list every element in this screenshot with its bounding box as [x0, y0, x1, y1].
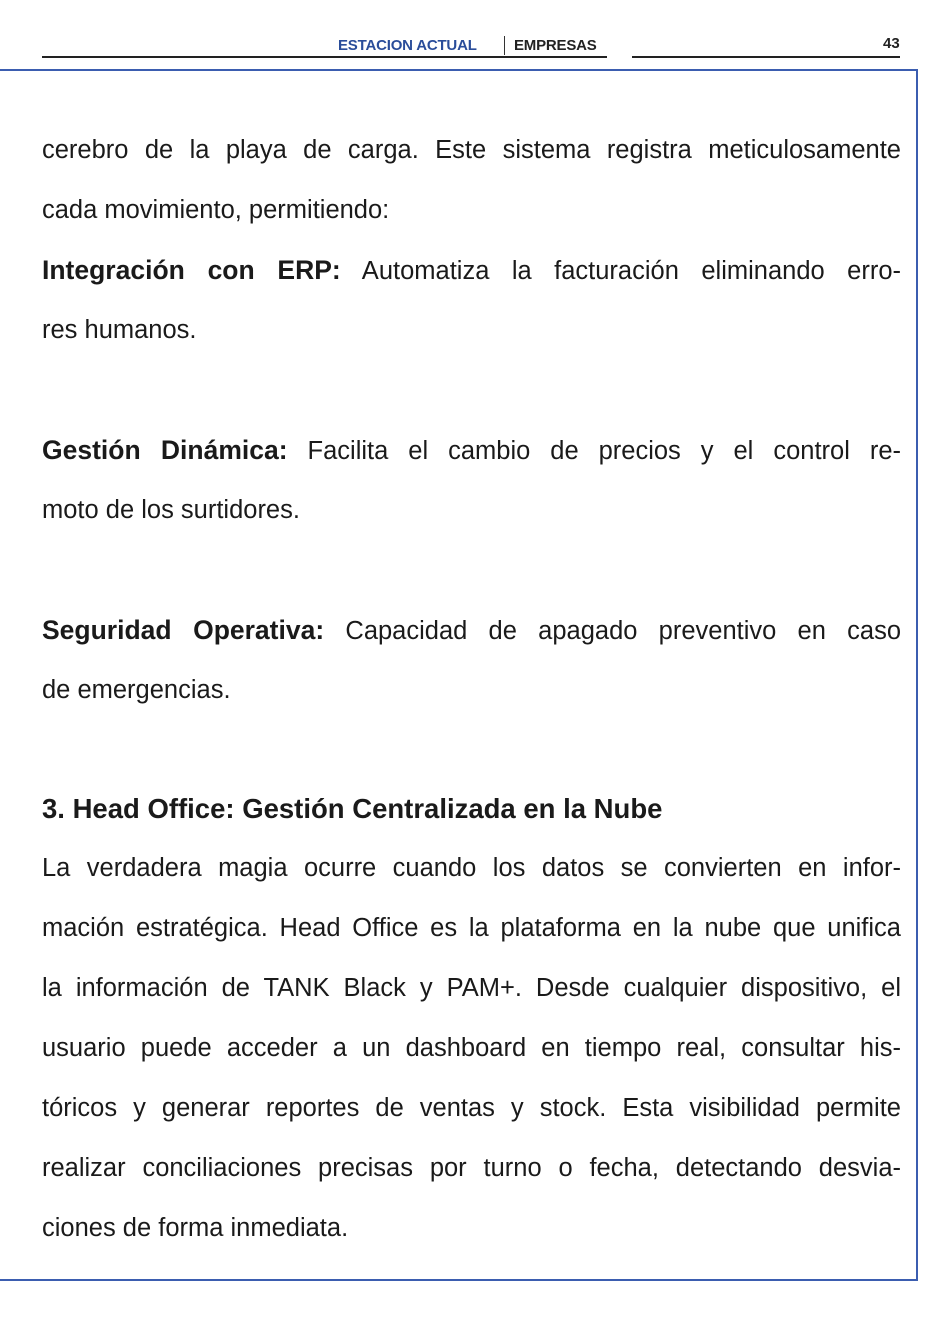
header-divider — [504, 36, 505, 55]
text-line: de emergencias. — [42, 676, 231, 704]
item-label: Seguridad Operativa: — [42, 615, 325, 645]
item-gestion — [42, 420, 901, 480]
text: Capacidad de apagado preventivo en caso — [324, 617, 902, 645]
text-line: cada movimiento, permitiendo: — [42, 196, 390, 224]
category-title: EMPRESAS — [514, 37, 597, 54]
text-line: cerebro de la playa de carga. Este sistema registra meticulosamente — [42, 136, 901, 164]
text-line: moto de los surtidores. — [42, 496, 300, 524]
section-heading: 3. Head Office: Gestión Centralizada en la Nube — [42, 793, 663, 824]
section-title: ESTACION ACTUAL — [338, 37, 477, 54]
text-line: la información de TANK Black y PAM+. Desde cualquier dispositivo, el — [42, 974, 901, 1002]
item-erp — [42, 240, 901, 300]
text-line: tóricos y generar reportes de ventas y stock. Esta visibilidad permite — [42, 1094, 901, 1122]
item-seguridad — [42, 600, 901, 660]
header-rule-left — [42, 56, 607, 58]
item-label: Integración con ERP: — [42, 255, 341, 285]
text-line: La verdadera magia ocurre cuando los datos se convierten en infor- — [42, 854, 901, 882]
frame-top — [0, 69, 918, 71]
text-line: ciones de forma inmediata. — [42, 1214, 349, 1242]
text: Facilita el cambio de precios y el control re- — [287, 437, 901, 465]
article-body — [42, 120, 901, 1258]
text-line: mación estratégica. Head Office es la plataforma en la nube que unifica — [42, 914, 901, 942]
page-number: 43 — [883, 35, 900, 52]
text-line: res humanos. — [42, 316, 197, 344]
text-line: realizar conciliaciones precisas por turno o fecha, detectando desvia- — [42, 1154, 901, 1182]
item-label: Gestión Dinámica: — [42, 435, 288, 465]
text: Automatiza la facturación eliminando erro- — [340, 257, 901, 285]
text-line: usuario puede acceder a un dashboard en tiempo real, consultar his- — [42, 1034, 901, 1062]
header-rule-right — [632, 56, 900, 58]
frame-bottom — [0, 1279, 918, 1281]
frame-right — [916, 69, 918, 1281]
